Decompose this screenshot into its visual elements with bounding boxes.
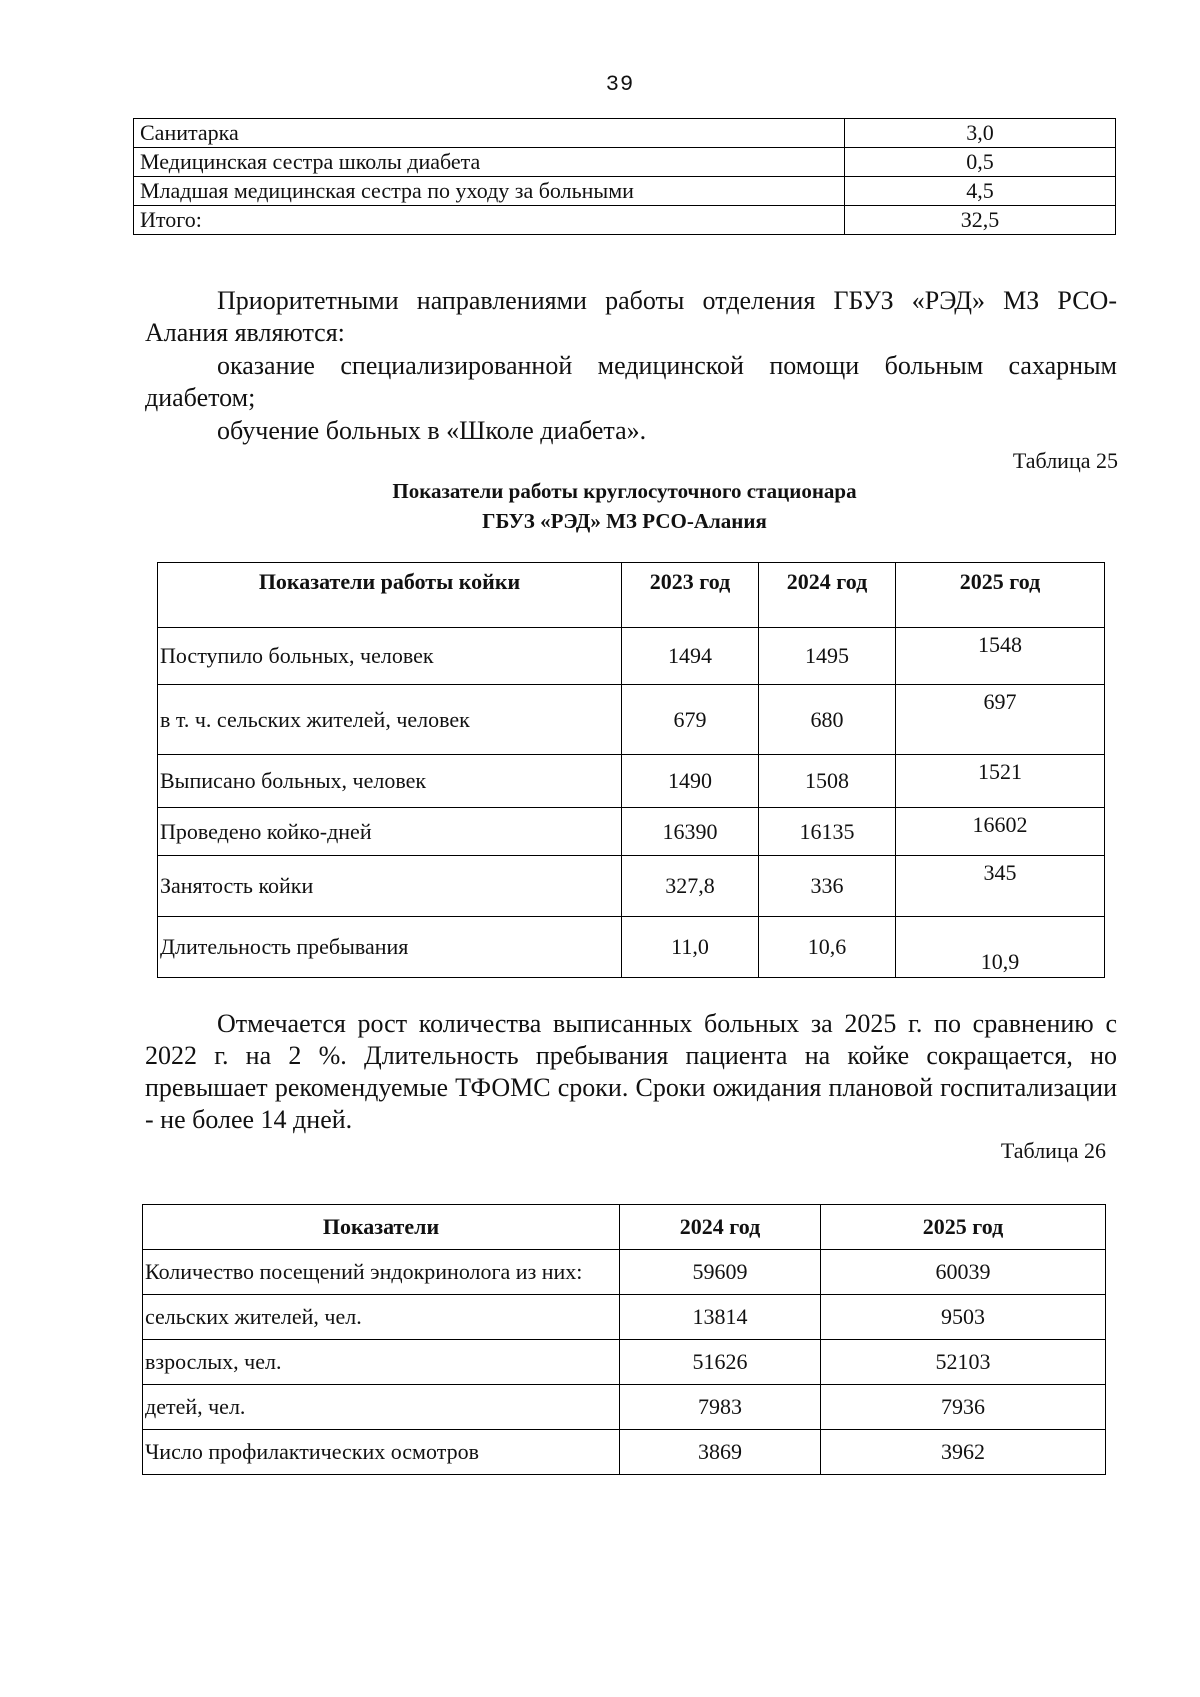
priorities-item-2: обучение больных в «Школе диабета».: [217, 416, 647, 445]
cell-2023: 327,8: [622, 856, 759, 917]
table-row: [158, 685, 1105, 755]
cell-2023: 679: [622, 685, 759, 755]
table-header-row: [143, 1205, 1106, 1250]
cell-2023: 1490: [622, 755, 759, 808]
table-row: [143, 1340, 1106, 1385]
cell-2024: 13814: [620, 1295, 821, 1340]
cell-2025: 52103: [821, 1340, 1106, 1385]
row-label: Поступило больных, человек: [158, 628, 622, 685]
row-label: в т. ч. сельских жителей, человек: [158, 685, 622, 755]
page-number: 39: [605, 72, 635, 97]
cell-2023: 11,0: [622, 917, 759, 978]
cell-2025: 1521: [896, 755, 1105, 808]
priorities-intro: Приоритетными направлениями работы отделения ГБУЗ «РЭД» МЗ РСО-Алания являются:: [145, 286, 1117, 347]
cell-2025: 345: [896, 856, 1105, 917]
column-header: 2023 год: [622, 563, 759, 628]
column-header: 2024 год: [620, 1205, 821, 1250]
cell-2025: 3962: [821, 1430, 1106, 1475]
row-label: сельских жителей, чел.: [143, 1295, 620, 1340]
column-header: 2025 год: [896, 563, 1105, 628]
row-label: Занятость койки: [158, 856, 622, 917]
table-row: [134, 119, 1116, 148]
visits-table: [142, 1204, 1106, 1475]
table-row: [158, 628, 1105, 685]
cell-2025: 9503: [821, 1295, 1106, 1340]
row-label: Число профилактических осмотров: [143, 1430, 620, 1475]
staff-total-label: Итого:: [134, 206, 845, 235]
staff-label: Санитарка: [134, 119, 845, 148]
cell-2024: 16135: [759, 808, 896, 856]
table-row: [134, 177, 1116, 206]
row-label: Проведено койко-дней: [158, 808, 622, 856]
column-header: Показатели работы койки: [158, 563, 622, 628]
cell-2025: 10,9: [896, 917, 1105, 978]
table25-caption-line1: Показатели работы круглосуточного стационара: [392, 479, 857, 503]
cell-2024: 680: [759, 685, 896, 755]
table-header-row: [158, 563, 1105, 628]
table-row: [158, 917, 1105, 978]
cell-2023: 1494: [622, 628, 759, 685]
table-row: [143, 1430, 1106, 1475]
staff-total-value: 32,5: [845, 206, 1116, 235]
priorities-item-1: оказание специализированной медицинской помощи больным сахарным диабетом;: [145, 351, 1117, 412]
cell-2024: 59609: [620, 1250, 821, 1295]
row-label: Количество посещений эндокринолога из них:: [143, 1250, 620, 1295]
column-header: Показатели: [143, 1205, 620, 1250]
table-row: [158, 856, 1105, 917]
cell-2024: 7983: [620, 1385, 821, 1430]
bed-indicators-table: [157, 562, 1105, 978]
table-row: [143, 1250, 1106, 1295]
row-label: Длительность пребывания: [158, 917, 622, 978]
staff-label: Младшая медицинская сестра по уходу за больными: [134, 177, 845, 206]
table26-label: Таблица 26: [1000, 1138, 1106, 1163]
table-row: [134, 148, 1116, 177]
staff-value: 4,5: [845, 177, 1116, 206]
row-label: взрослых, чел.: [143, 1340, 620, 1385]
cell-2024: 336: [759, 856, 896, 917]
table-row: [143, 1295, 1106, 1340]
row-label: детей, чел.: [143, 1385, 620, 1430]
cell-2025: 60039: [821, 1250, 1106, 1295]
staff-table: [133, 118, 1116, 235]
table25-label: Таблица 25: [1012, 448, 1118, 473]
cell-2025: 697: [896, 685, 1105, 755]
cell-2024: 10,6: [759, 917, 896, 978]
table-row: [158, 808, 1105, 856]
cell-2024: 1508: [759, 755, 896, 808]
staff-value: 0,5: [845, 148, 1116, 177]
cell-2024: 3869: [620, 1430, 821, 1475]
table-row: [158, 755, 1105, 808]
summary-paragraph: Отмечается рост количества выписанных больных за 2025 г. по сравнению с 2022 г. на 2 %. Длительность пребывания пациента на койке сокращается, но превышает рекомендуемые ТФОМС сроки. Сроки ожидания плановой госпитализации - не более 14 дней.: [145, 1009, 1117, 1134]
cell-2024: 51626: [620, 1340, 821, 1385]
column-header: 2024 год: [759, 563, 896, 628]
cell-2025: 1548: [896, 628, 1105, 685]
table-row: [143, 1385, 1106, 1430]
cell-2023: 16390: [622, 808, 759, 856]
table-row: [134, 206, 1116, 235]
cell-2024: 1495: [759, 628, 896, 685]
row-label: Выписано больных, человек: [158, 755, 622, 808]
staff-label: Медицинская сестра школы диабета: [134, 148, 845, 177]
staff-value: 3,0: [845, 119, 1116, 148]
cell-2025: 16602: [896, 808, 1105, 856]
table25-caption-line2: ГБУЗ «РЭД» МЗ РСО-Алания: [482, 509, 767, 533]
column-header: 2025 год: [821, 1205, 1106, 1250]
cell-2025: 7936: [821, 1385, 1106, 1430]
